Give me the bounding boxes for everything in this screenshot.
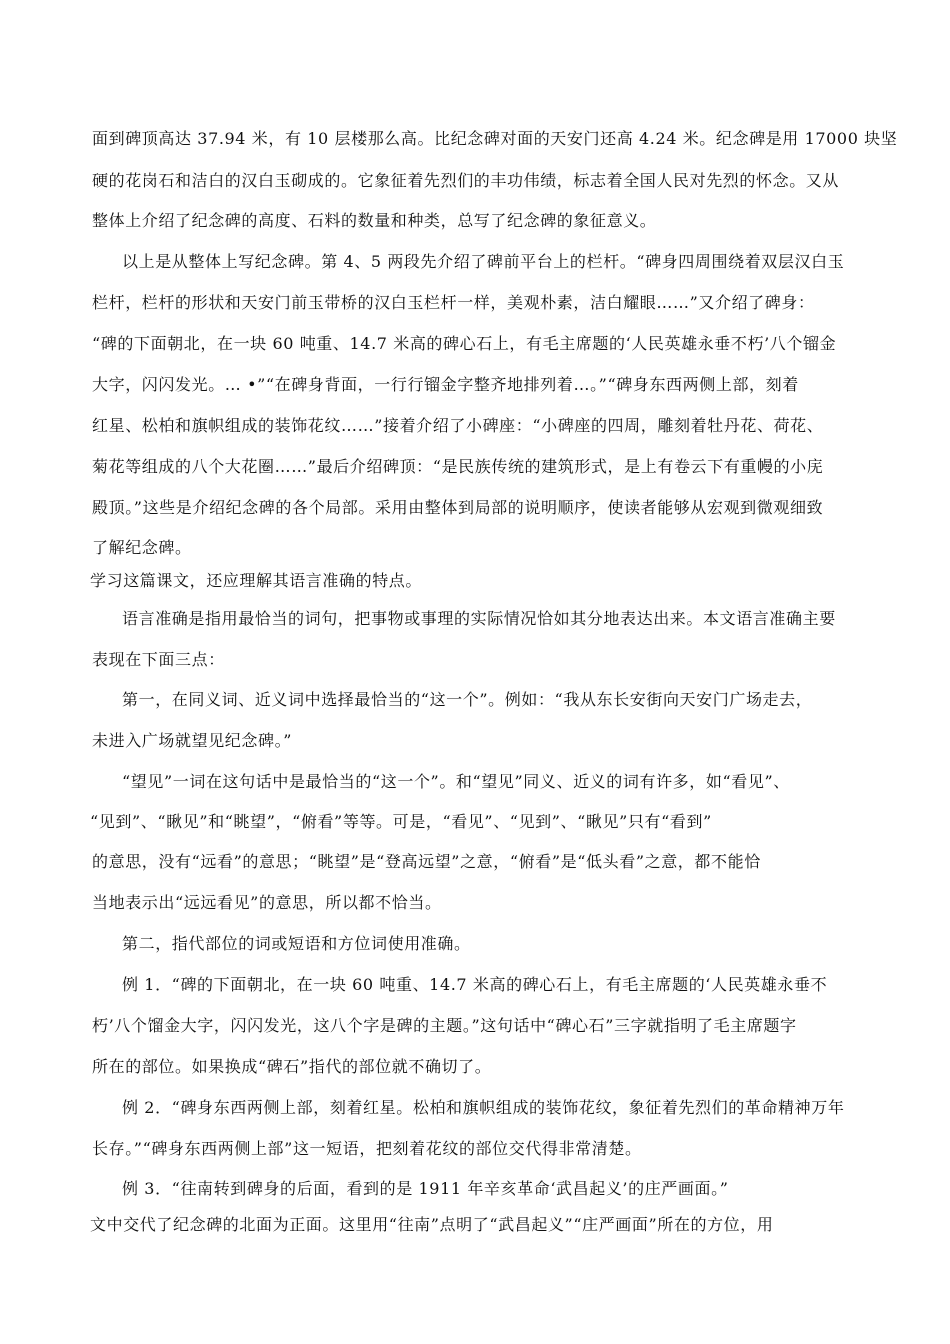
text-line: 以上是从整体上写纪念碑。第 4、5 两段先介绍了碑前平台上的栏杆。“碑身四周围绕着双层汉白玉 [122,252,845,271]
text-line: 第二，指代部位的词或短语和方位词使用准确。 [122,934,471,953]
text-line: 红星、松柏和旗帜组成的装饰花纹……”接着介绍了小碑座：“小碑座的四周，雕刻着牡丹花、荷花、 [92,416,824,435]
text-line: 殿顶。”这些是介绍纪念碑的各个局部。采用由整体到局部的说明顺序，使读者能够从宏观到微观细致 [92,498,824,517]
text-line: “见到”、“瞅见”和“眺望”，“俯看”等等。可是，“看见”、“见到”、“瞅见”只有“看到” [90,812,712,831]
text-line: “望见”一词在这句话中是最恰当的“这一个”。和“望见”同义、近义的词有许多，如“看见”、 [122,772,790,791]
text-line: 菊花等组成的八个大花圈……”最后介绍碑顶：“是民族传统的建筑形式，是上有卷云下有重幔的小庑 [92,457,824,476]
text-line: 第一，在同义词、近义词中选择最恰当的“这一个”。例如：“我从东长安街向天安门广场走去， [122,690,813,709]
text-line: 当地表示出“远远看见”的意思，所以都不恰当。 [92,893,442,912]
text-line: 文中交代了纪念碑的北面为正面。这里用“往南”点明了“武昌起义”“庄严画面”所在的方位，用 [90,1215,774,1234]
text-line: 整体上介绍了纪念碑的高度、石料的数量和种类，总写了纪念碑的象征意义。 [92,211,657,230]
text-line: 语言准确是指用最恰当的词句，把事物或事理的实际情况恰如其分地表达出来。本文语言准确主要 [122,609,836,628]
text-line: 学习这篇课文，还应理解其语言准确的特点。 [90,571,423,590]
text-line: 的意思，没有“远看”的意思；“眺望”是“登高远望”之意，“俯看”是“低头看”之意，都不能恰 [92,852,761,871]
text-line: 硬的花岗石和洁白的汉白玉砌成的。它象征着先烈们的丰功伟绩，标志着全国人民对先烈的怀念。又从 [92,171,840,190]
text-line: 了解纪念碑。 [92,538,192,557]
text-line: 面到碑顶高达 37.94 米，有 10 层楼那么高。比纪念碑对面的天安门还高 4.24 米。纪念碑是用 17000 块坚 [92,129,898,148]
text-line: 未进入广场就望见纪念碑。” [92,731,292,750]
text-line: 例 1．“碑的下面朝北，在一块 60 吨重、14.7 米高的碑心石上，有毛主席题的‘人民英雄永垂不 [122,975,828,994]
text-line: 朽’八个馏金大字，闪闪发光，这八个字是碑的主题。”这句话中“碑心石”三字就指明了毛主席题字 [92,1016,797,1035]
text-line: 长存。”“碑身东西两侧上部”这一短语，把刻着花纹的部位交代得非常清楚。 [92,1139,642,1158]
text-line: 例 2．“碑身东西两侧上部，刻着红星。松柏和旗帜组成的装饰花纹，象征着先烈们的革命精神万年 [122,1098,845,1117]
text-line: 大字，闪闪发光。… •”“在碑身背面，一行行镏金字整齐地排列着…。”“碑身东西两侧上部，刻着 [92,375,799,394]
text-line: “碑的下面朝北，在一块 60 吨重、14.7 米高的碑心石上，有毛主席题的‘人民英雄永垂不朽’八个镏金 [92,334,837,353]
text-line: 表现在下面三点： [92,650,225,669]
text-line: 所在的部位。如果换成“碑石”指代的部位就不确切了。 [92,1057,492,1076]
text-line: 栏杆，栏杆的形状和天安门前玉带桥的汉白玉栏杆一样，美观朴素，洁白耀眼……”又介绍了碑身： [92,293,815,312]
text-line: 例 3．“往南转到碑身的后面，看到的是 1911 年辛亥革命‘武昌起义’的庄严画面。” [122,1179,729,1198]
